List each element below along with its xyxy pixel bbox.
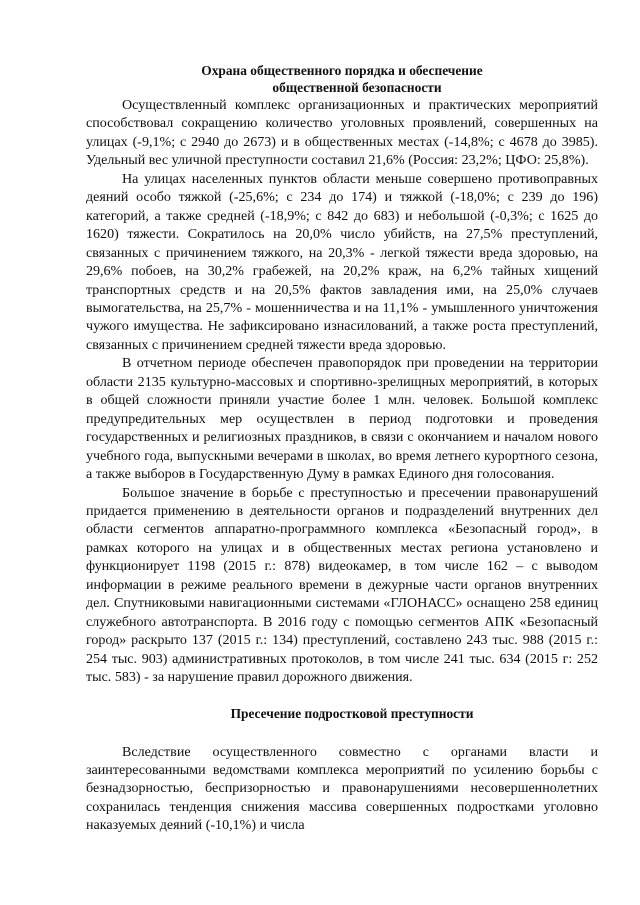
section-heading-public-order	[86, 62, 598, 96]
document-page	[86, 62, 598, 835]
paragraph-safe-city: Большое значение в борьбе с преступностью и пресечении правонарушений придается применению в деятельности органов и подразделений внутренних дел области сегментов аппаратно-программного комплекса «Безопасный город», в рамках которого на улицах и в общественных местах региона установлено и функционирует 1198 (2015 г.: 878) видеокамер, в том числе 162 – с выводом информации в режиме реального времени в дежурные части органов внутренних дел. Спутниковыми навигационными системами «ГЛОНАСС» оснащено 258 единиц служебного автотранспорта. В 2016 году с помощью сегментов АПК «Безопасный город» раскрыто 137 (2015 г.: 134) преступлений, составлено 243 тыс. 988 (2015 г.: 254 тыс. 903) административных протоколов, в том числе 241 тыс. 634 (2015 г: 252 тыс. 583) - за нарушение правил дорожного движения.	[86, 484, 598, 686]
heading-gap	[86, 722, 598, 743]
section-gap	[86, 687, 598, 705]
paragraph-juvenile-crime: Вследствие осуществленного совместно с органами власти и заинтересованными ведомствами комплекса мероприятий по усилению борьбы с безнадзорностью, беспризорностью и правонарушениями несовершеннолетних сохранилась тенденция снижения массива совершенных подростками уголовно наказуемых деяний (-10,1%) и числа	[86, 743, 598, 834]
section-heading-juvenile-crime: Пресечение подростковой преступности	[230, 705, 474, 721]
paragraph-public-events: В отчетном периоде обеспечен правопорядок при проведении на территории области 2135 культурно-массовых и спортивно-зрелищных мероприятий, в которых в общей сложности приняли участие более 1 млн. человек. Большой комплекс предупредительных мер осуществлен в период подготовки и проведения государственных и религиозных праздников, в связи с окончанием и началом нового учебного года, выпускными вечерами в школах, во время летнего курортного сезона, а также выборов в Государственную Думу в рамках Единого дня голосования.	[86, 355, 598, 483]
section-heading-line-2: общественной безопасности	[272, 80, 442, 95]
paragraph-crime-categories: На улицах населенных пунктов области меньше совершено противоправных деяний особо тяжкой (-25,6%; с 234 до 174) и тяжкой (-18,0%; с 239 до 196) категорий, а также средней (-18,9%; с 842 до 683) и небольшой (-0,3%; с 1625 до 1620) тяжести. Сократилось на 20,0% число убийств, на 27,5% преступлений, связанных с причинением тяжкого, на 20,3% - легкой тяжести вреда здоровью, на 29,6% побоев, на 30,2% грабежей, на 20,2% краж, на 6,2% тайных хищений транспортных средств и на 20,5% фактов завладения ими, на 25,0% случаев вымогательства, на 25,7% - мошенничества и на 11,1% - умышленного уничтожения чужого имущества. Не зафиксировано изнасилований, а также роста преступлений, связанных с причинением средней тяжести вреда здоровью.	[86, 170, 598, 353]
paragraph-street-crime: Осуществленный комплекс организационных и практических мероприятий способствовал сокращению количество уголовных проявлений, совершенных на улицах (-9,1%; с 2940 до 2673) и в общественных местах (-14,8%; с 4678 до 3985). Удельный вес уличной преступности составил 21,6% (Россия: 23,2%; ЦФО: 25,8%).	[86, 97, 598, 169]
section-heading-line-1: Охрана общественного порядка и обеспечение	[201, 63, 483, 78]
